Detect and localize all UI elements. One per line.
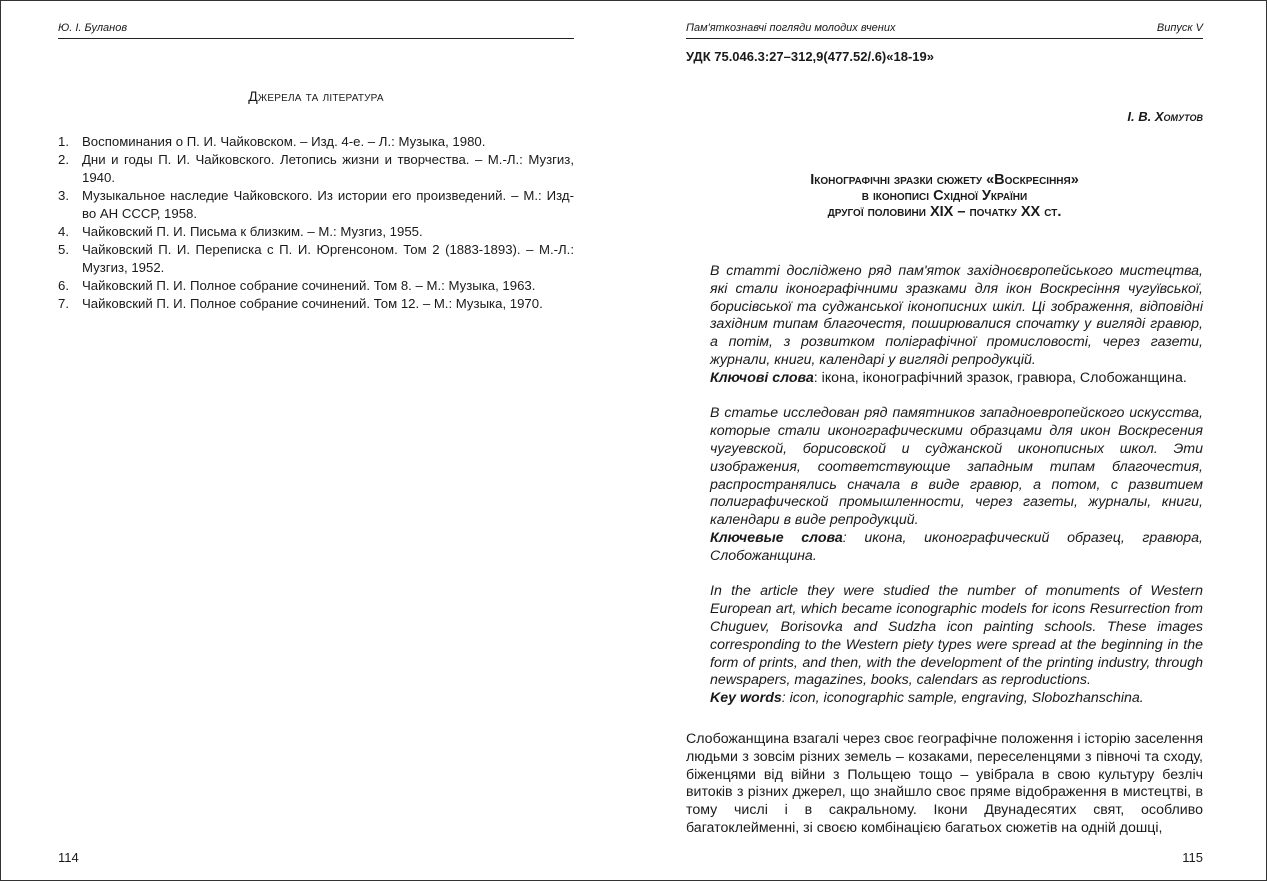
reference-number: 4. bbox=[58, 224, 69, 239]
reference-number: 3. bbox=[58, 188, 69, 203]
article-body-paragraph: Слобожанщина взагалі через своє географічне положення і історію заселення людьми з зовсім різних земель – козаками, переселенцями з півночі та сходу, біженцями від війни з Польщею тощо – увібрала в свою культуру безліч витоків з різних джерел, що знайшло своє пряме відображення в мистецтві, в тому числі і в сакральному. Ікони Двунадесятих свят, особливо багатоклейменні, зі своєю комбінацією багатьох сюжетів на одній дошці, bbox=[686, 731, 1203, 836]
list-item bbox=[58, 151, 574, 187]
list-item bbox=[58, 187, 574, 223]
article-title bbox=[686, 172, 1203, 220]
abstract-text: В статті досліджено ряд пам'яток західноєвропейського мистецтва, які стали іконографічними зразками для ікон Воскресіння чугуївської, борисівської та суджанської іконописних шкіл. Ці зображення, відповідні західним типам благочестя, поширювалися спочатку у вигляді гравюр, а потім, з розвитком поліграфічної промисловості, через газети, журнали, книги, календарі у вигляді репродукцій. bbox=[710, 263, 1203, 368]
list-item bbox=[58, 223, 574, 241]
running-head-journal: Пам'яткознавчі погляди молодих вчених bbox=[686, 22, 896, 34]
keywords-text: : икона, иконографический образец, гравюра, Слобожанщина. bbox=[710, 529, 1203, 564]
abstract-english bbox=[710, 583, 1203, 708]
reference-number: 5. bbox=[58, 242, 69, 257]
left-running-head bbox=[58, 22, 574, 39]
reference-number: 1. bbox=[58, 134, 69, 149]
list-item bbox=[58, 241, 574, 277]
left-running-head-author: Ю. І. Буланов bbox=[58, 22, 128, 34]
reference-text: Чайковский П. И. Письма к близким. – М.: Музгиз, 1955. bbox=[82, 224, 423, 239]
abstract-ukrainian bbox=[710, 263, 1203, 388]
reference-text: Чайковский П. И. Переписка с П. И. Юргенсоном. Том 2 (1883-1893). – М.-Л.: Музгиз, 1952. bbox=[82, 242, 574, 275]
reference-number: 2. bbox=[58, 152, 69, 167]
reference-text: Воспоминания о П. И. Чайковском. – Изд. 4-е. – Л.: Музыка, 1980. bbox=[82, 134, 486, 149]
keywords-label: Ключевые слова bbox=[710, 529, 843, 546]
reference-number: 7. bbox=[58, 296, 69, 311]
abstracts bbox=[710, 263, 1203, 726]
list-item bbox=[58, 295, 574, 313]
reference-text: Чайковский П. И. Полное собрание сочинений. Том 8. – М.: Музыка, 1963. bbox=[82, 278, 536, 293]
reference-text: Чайковский П. И. Полное собрание сочинений. Том 12. – М.: Музыка, 1970. bbox=[82, 296, 543, 311]
left-page-number: 114 bbox=[58, 850, 79, 865]
keywords-text: : icon, iconographic sample, engraving, Slobozhanschina. bbox=[781, 690, 1144, 707]
article-title-line: в іконописі Східної України bbox=[861, 188, 1028, 204]
abstract-text: В статье исследован ряд памятников западноевропейского искусства, которые стали иконографическими образцами для икон Воскресения чугуевской, борисовской и суджанской иконописных школ. Эти изображения, соответствующие западным типам благочестия, распространялись сначала в виде гравюр, а потом, с развитием полиграфической промышленности, через газеты, журналы, книги, календари в виде репродукций. bbox=[710, 405, 1203, 529]
article-author: І. В. Хомутов bbox=[1127, 109, 1203, 124]
reference-text: Музыкальное наследие Чайковского. Из истории его произведений. – М.: Изд-во АН СССР, 1958. bbox=[82, 188, 574, 221]
article-title-line: Іконографічні зразки сюжету «Воскресіння» bbox=[810, 172, 1079, 188]
list-item bbox=[58, 133, 574, 151]
udk-code: УДК 75.046.3:27–312,9(477.52/.6)«18-19» bbox=[686, 49, 934, 64]
references-section-title: Джерела та література bbox=[248, 88, 384, 104]
keywords-label: Key words bbox=[710, 690, 782, 707]
running-head-issue: Випуск V bbox=[1156, 22, 1203, 34]
references-list bbox=[58, 133, 574, 313]
left-page bbox=[58, 0, 574, 881]
abstract-text: In the article they were studied the number of monuments of Western European art, which became iconographic models for icons Resurrection from Chuguev, Borisovka and Sudzha icon painting schools. These images corresponding to the Western piety types were spread at the beginning in the form of prints, and then, with the development of the printing industry, through newspapers, magazines, books, calendars as reproductions. bbox=[710, 583, 1203, 689]
right-running-head bbox=[686, 22, 1203, 39]
right-page-number: 115 bbox=[1182, 850, 1203, 865]
reference-text: Дни и годы П. И. Чайковского. Летопись жизни и творчества. – М.-Л.: Музгиз, 1940. bbox=[82, 152, 574, 185]
reference-number: 6. bbox=[58, 278, 69, 293]
article-title-line: другої половини XIX – початку XX ст. bbox=[827, 204, 1062, 220]
abstract-russian bbox=[710, 405, 1203, 565]
list-item bbox=[58, 277, 574, 295]
keywords-label: Ключові слова bbox=[710, 369, 814, 386]
right-page bbox=[686, 0, 1203, 881]
keywords-text: : ікона, іконографічний зразок, гравюра, Слобожанщина. bbox=[813, 369, 1187, 386]
